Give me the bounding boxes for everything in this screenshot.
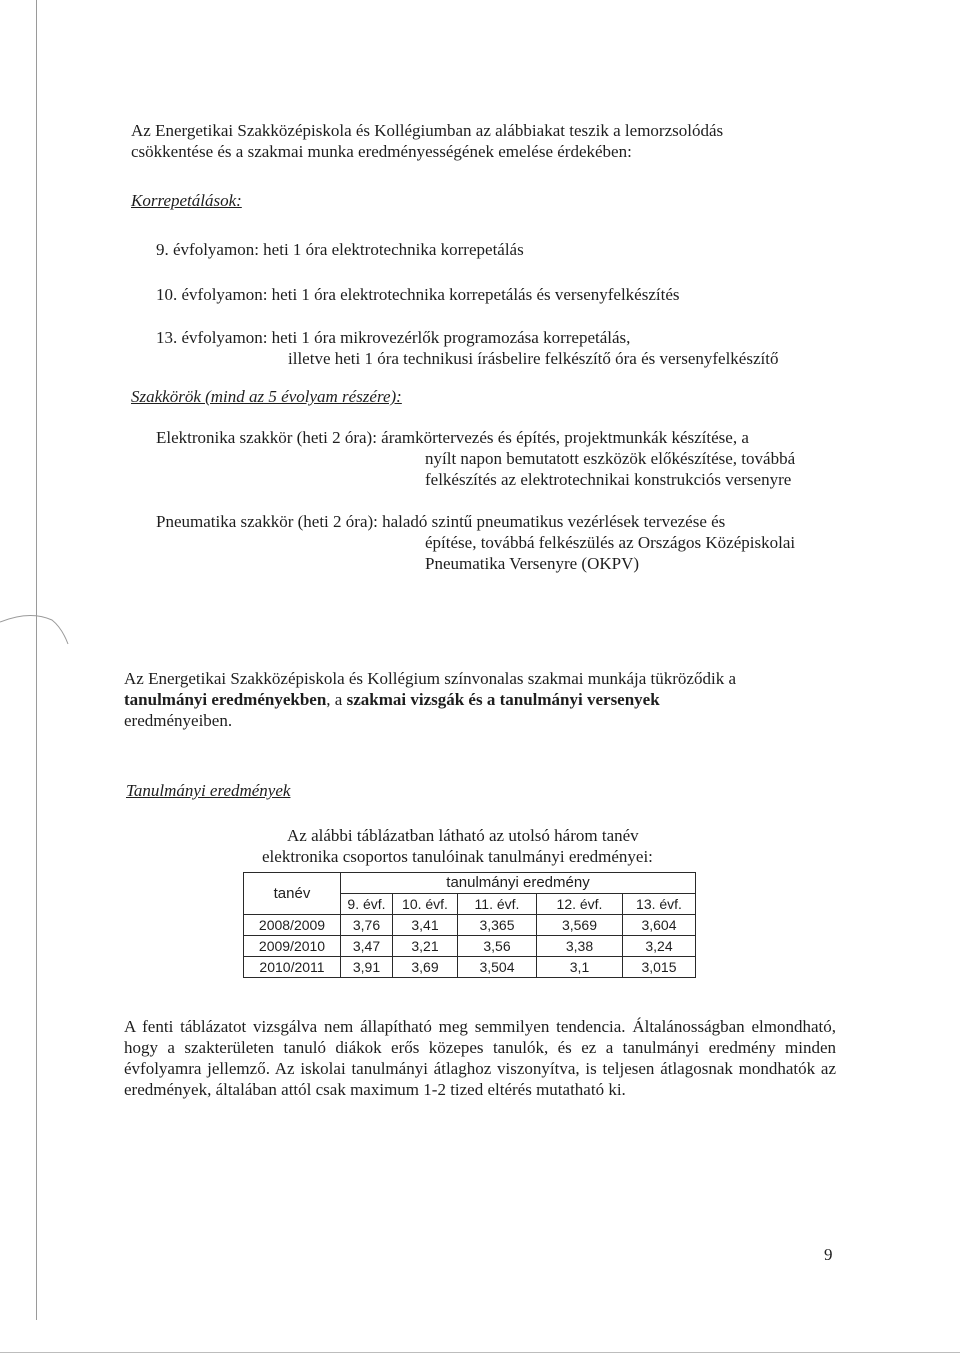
cell-value: 3,21: [393, 936, 458, 957]
results-table: [243, 872, 696, 978]
col-header-10: 10. évf.: [393, 894, 458, 915]
col-header-11: 11. évf.: [458, 894, 537, 915]
col-header-13: 13. évf.: [623, 894, 696, 915]
page-number: 9: [824, 1245, 833, 1264]
cell-value: 3,504: [458, 957, 537, 978]
cell-value: 3,38: [537, 936, 623, 957]
cell-value: 3,1: [537, 957, 623, 978]
summary-bold-results: tanulmányi eredményekben: [124, 690, 327, 709]
korrepetalasok-heading: Korrepetálások:: [131, 191, 242, 210]
row-year: 2008/2009: [244, 915, 341, 936]
cell-value: 3,015: [623, 957, 696, 978]
table-caption-line-1: Az alábbi táblázatban látható az utolsó három tanév: [287, 826, 639, 845]
table-row: [244, 936, 696, 957]
cell-value: 3,569: [537, 915, 623, 936]
korrepetalas-item-13-cont: illetve heti 1 óra technikusi írásbelire felkészítő óra és versenyfelkészítő: [288, 349, 779, 368]
table-row: [244, 957, 696, 978]
cell-value: 3,76: [341, 915, 393, 936]
korrepetalas-item-13: 13. évfolyamon: heti 1 óra mikrovezérlők programozása korrepetálás,: [156, 328, 631, 347]
cell-value: 3,365: [458, 915, 537, 936]
cell-value: 3,24: [623, 936, 696, 957]
korrepetalas-item-9: 9. évfolyamon: heti 1 óra elektrotechnika korrepetálás: [156, 240, 524, 259]
table-caption-line-2: elektronika csoportos tanulóinak tanulmányi eredményei:: [262, 847, 653, 866]
scan-edge-line: [36, 0, 37, 1320]
elektronika-szakkor-line-1: Elektronika szakkör (heti 2 óra): áramkörtervezés és építés, projektmunkák készítése, a: [156, 428, 749, 447]
szakkorok-heading: Szakkörök (mind az 5 évolyam részére):: [131, 387, 402, 406]
summary-line-2: [124, 690, 660, 710]
summary-mid: , a: [326, 690, 347, 709]
col-header-12: 12. évf.: [537, 894, 623, 915]
pneumatika-szakkor-line-2: építése, továbbá felkészülés az Országos Középiskolai: [425, 533, 796, 552]
cell-value: 3,41: [393, 915, 458, 936]
scan-bottom-edge: [0, 1352, 960, 1353]
intro-line-1: Az Energetikai Szakközépiskola és Kollégiumban az alábbiakat teszik a lemorzsolódás: [131, 121, 724, 140]
conclusion-paragraph: A fenti táblázatot vizsgálva nem állapítható meg semmilyen tendencia. Általánosságban elmondható, hogy a szakterületen tanuló diákok erős közepes tanulók, és ez a tanulmányi eredmény minden évfolyamra jellemző. Az iskolai tanulmányi átlaghoz viszonyítva, is teljesen átlagosnak mondhatók az eredmények, általában attól csak maximum 1-2 tized eltérés mutatható ki.: [124, 1017, 836, 1099]
table-row: [244, 915, 696, 936]
table-group-header: tanulmányi eredmény: [341, 873, 696, 894]
row-year: 2010/2011: [244, 957, 341, 978]
table-header-row: [244, 873, 696, 894]
row-year: 2009/2010: [244, 936, 341, 957]
scan-edge-curve: [0, 610, 70, 650]
cell-value: 3,47: [341, 936, 393, 957]
cell-value: 3,69: [393, 957, 458, 978]
table-corner-tanev: tanév: [244, 873, 341, 915]
summary-line-1: Az Energetikai Szakközépiskola és Kollégium színvonalas szakmai munkája tükröződik a: [124, 669, 736, 688]
pneumatika-szakkor-line-3: Pneumatika Versenyre (OKPV): [425, 554, 640, 573]
elektronika-szakkor-line-2: nyílt napon bemutatott eszközök előkészítése, továbbá: [425, 449, 796, 468]
intro-line-2: csökkentése és a szakmai munka eredményességének emelése érdekében:: [131, 142, 632, 161]
tanulmanyi-heading: Tanulmányi eredmények: [126, 781, 291, 800]
cell-value: 3,604: [623, 915, 696, 936]
elektronika-szakkor-line-3: felkészítés az elektrotechnikai konstrukciós versenyre: [425, 470, 792, 489]
korrepetalas-item-10: 10. évfolyamon: heti 1 óra elektrotechnika korrepetálás és versenyfelkészítés: [156, 285, 680, 304]
cell-value: 3,91: [341, 957, 393, 978]
summary-bold-exams: szakmai vizsgák és a tanulmányi versenyek: [346, 690, 660, 709]
summary-line-3: eredményeiben.: [124, 711, 233, 730]
pneumatika-szakkor-line-1: Pneumatika szakkör (heti 2 óra): haladó szintű pneumatikus vezérlések tervezése és: [156, 512, 726, 531]
cell-value: 3,56: [458, 936, 537, 957]
col-header-9: 9. évf.: [341, 894, 393, 915]
